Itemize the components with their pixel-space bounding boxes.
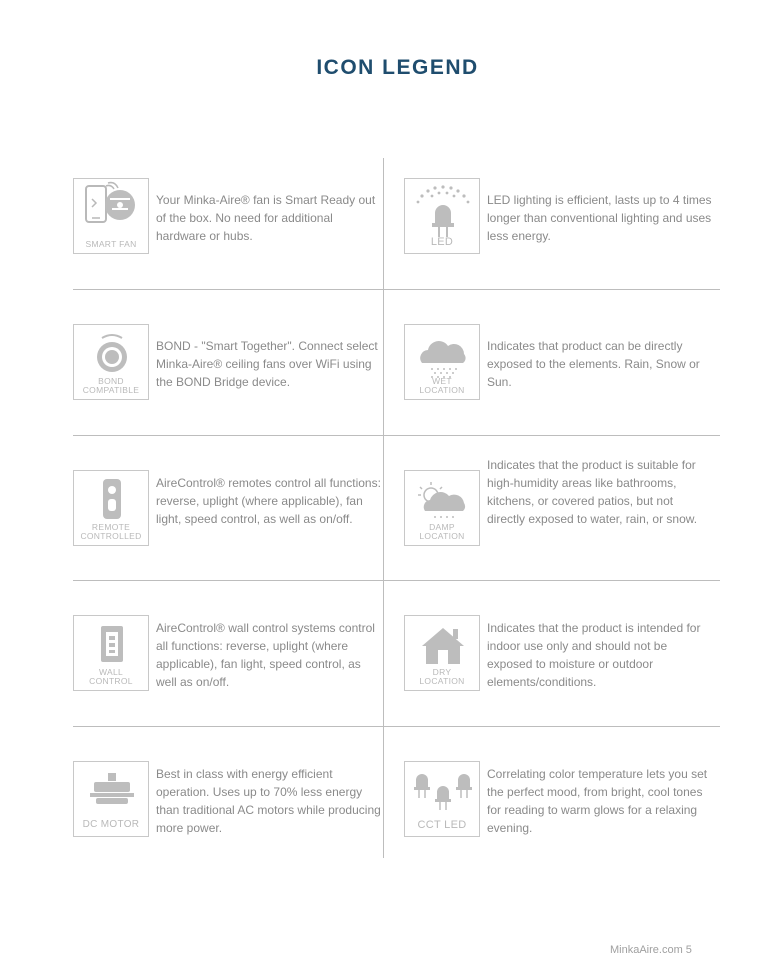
item-description: AireControl® remotes control all functions: reverse, uplight (where applicable), fan light, speed control, as well as on/off. (156, 476, 381, 526)
page-title: ICON LEGEND (316, 56, 479, 79)
icon-label: SMART FAN (85, 239, 137, 249)
icon-label: DRY LOCATION (419, 667, 465, 686)
item-description: Correlating color temperature lets you set the perfect mood, from bright, cool tones for reading to warm glows for a relaxing evening. (487, 767, 708, 835)
legend-item-dc-motor (73, 741, 383, 886)
icon-label: REMOTE CONTROLLED (80, 522, 142, 541)
legend-item-bond-compatible (73, 304, 383, 449)
icon-legend-grid (73, 158, 720, 858)
icon-label: DC MOTOR (82, 819, 140, 830)
icon-box (73, 324, 149, 400)
item-description: Indicates that the product is intended for indoor use only and should not be exposed to moisture or outdoor elements/conditions. (487, 621, 701, 689)
icon-label: WALL CONTROL (89, 667, 133, 686)
item-description: Best in class with energy efficient operation. Uses up to 70% less energy than traditional AC motors while producing more power. (156, 767, 381, 835)
legend-item-dry-location (404, 595, 714, 740)
legend-item-smart-fan (73, 158, 383, 303)
item-description: LED lighting is efficient, lasts up to 4 times longer than conventional lighting and uses less energy. (487, 193, 712, 243)
icon-box (73, 178, 149, 254)
legend-item-cct-led (404, 741, 714, 886)
icon-box (73, 615, 149, 691)
icon-box (73, 761, 149, 837)
legend-item-wet-location (404, 304, 714, 449)
column-divider (383, 158, 384, 858)
icon-label: CCT LED (417, 819, 467, 831)
legend-item-remote-controlled (73, 450, 383, 595)
page-footer: MinkaAire.com 5 (610, 944, 692, 956)
item-description: AireControl® wall control systems control all functions: reverse, uplight (where applicable), fan light, speed control, as well as on/off. (156, 621, 375, 689)
icon-label: WET LOCATION (419, 376, 465, 395)
icon-box (404, 324, 480, 400)
icon-label: DAMP LOCATION (419, 522, 465, 541)
item-description: BOND - "Smart Together". Connect select Minka-Aire® ceiling fans over WiFi using the BOND Bridge device. (156, 339, 378, 389)
icon-box (404, 761, 480, 837)
icon-label: LED (430, 236, 454, 248)
item-description: Indicates that product can be directly exposed to the elements. Rain, Snow or Sun. (487, 339, 700, 389)
icon-box (73, 470, 149, 546)
icon-box (404, 615, 480, 691)
icon-label: BOND COMPATIBLE (82, 376, 140, 395)
legend-item-damp-location (404, 450, 714, 595)
legend-item-led (404, 158, 714, 303)
item-description: Your Minka-Aire® fan is Smart Ready out of the box. No need for additional hardware or hubs. (156, 193, 376, 243)
icon-box (404, 470, 480, 546)
icon-box (404, 178, 480, 254)
item-description: Indicates that the product is suitable for high-humidity areas like bathrooms, kitchens, or covered patios, but not directly exposed to water, rain, or snow. (487, 458, 698, 526)
legend-item-wall-control (73, 595, 383, 740)
